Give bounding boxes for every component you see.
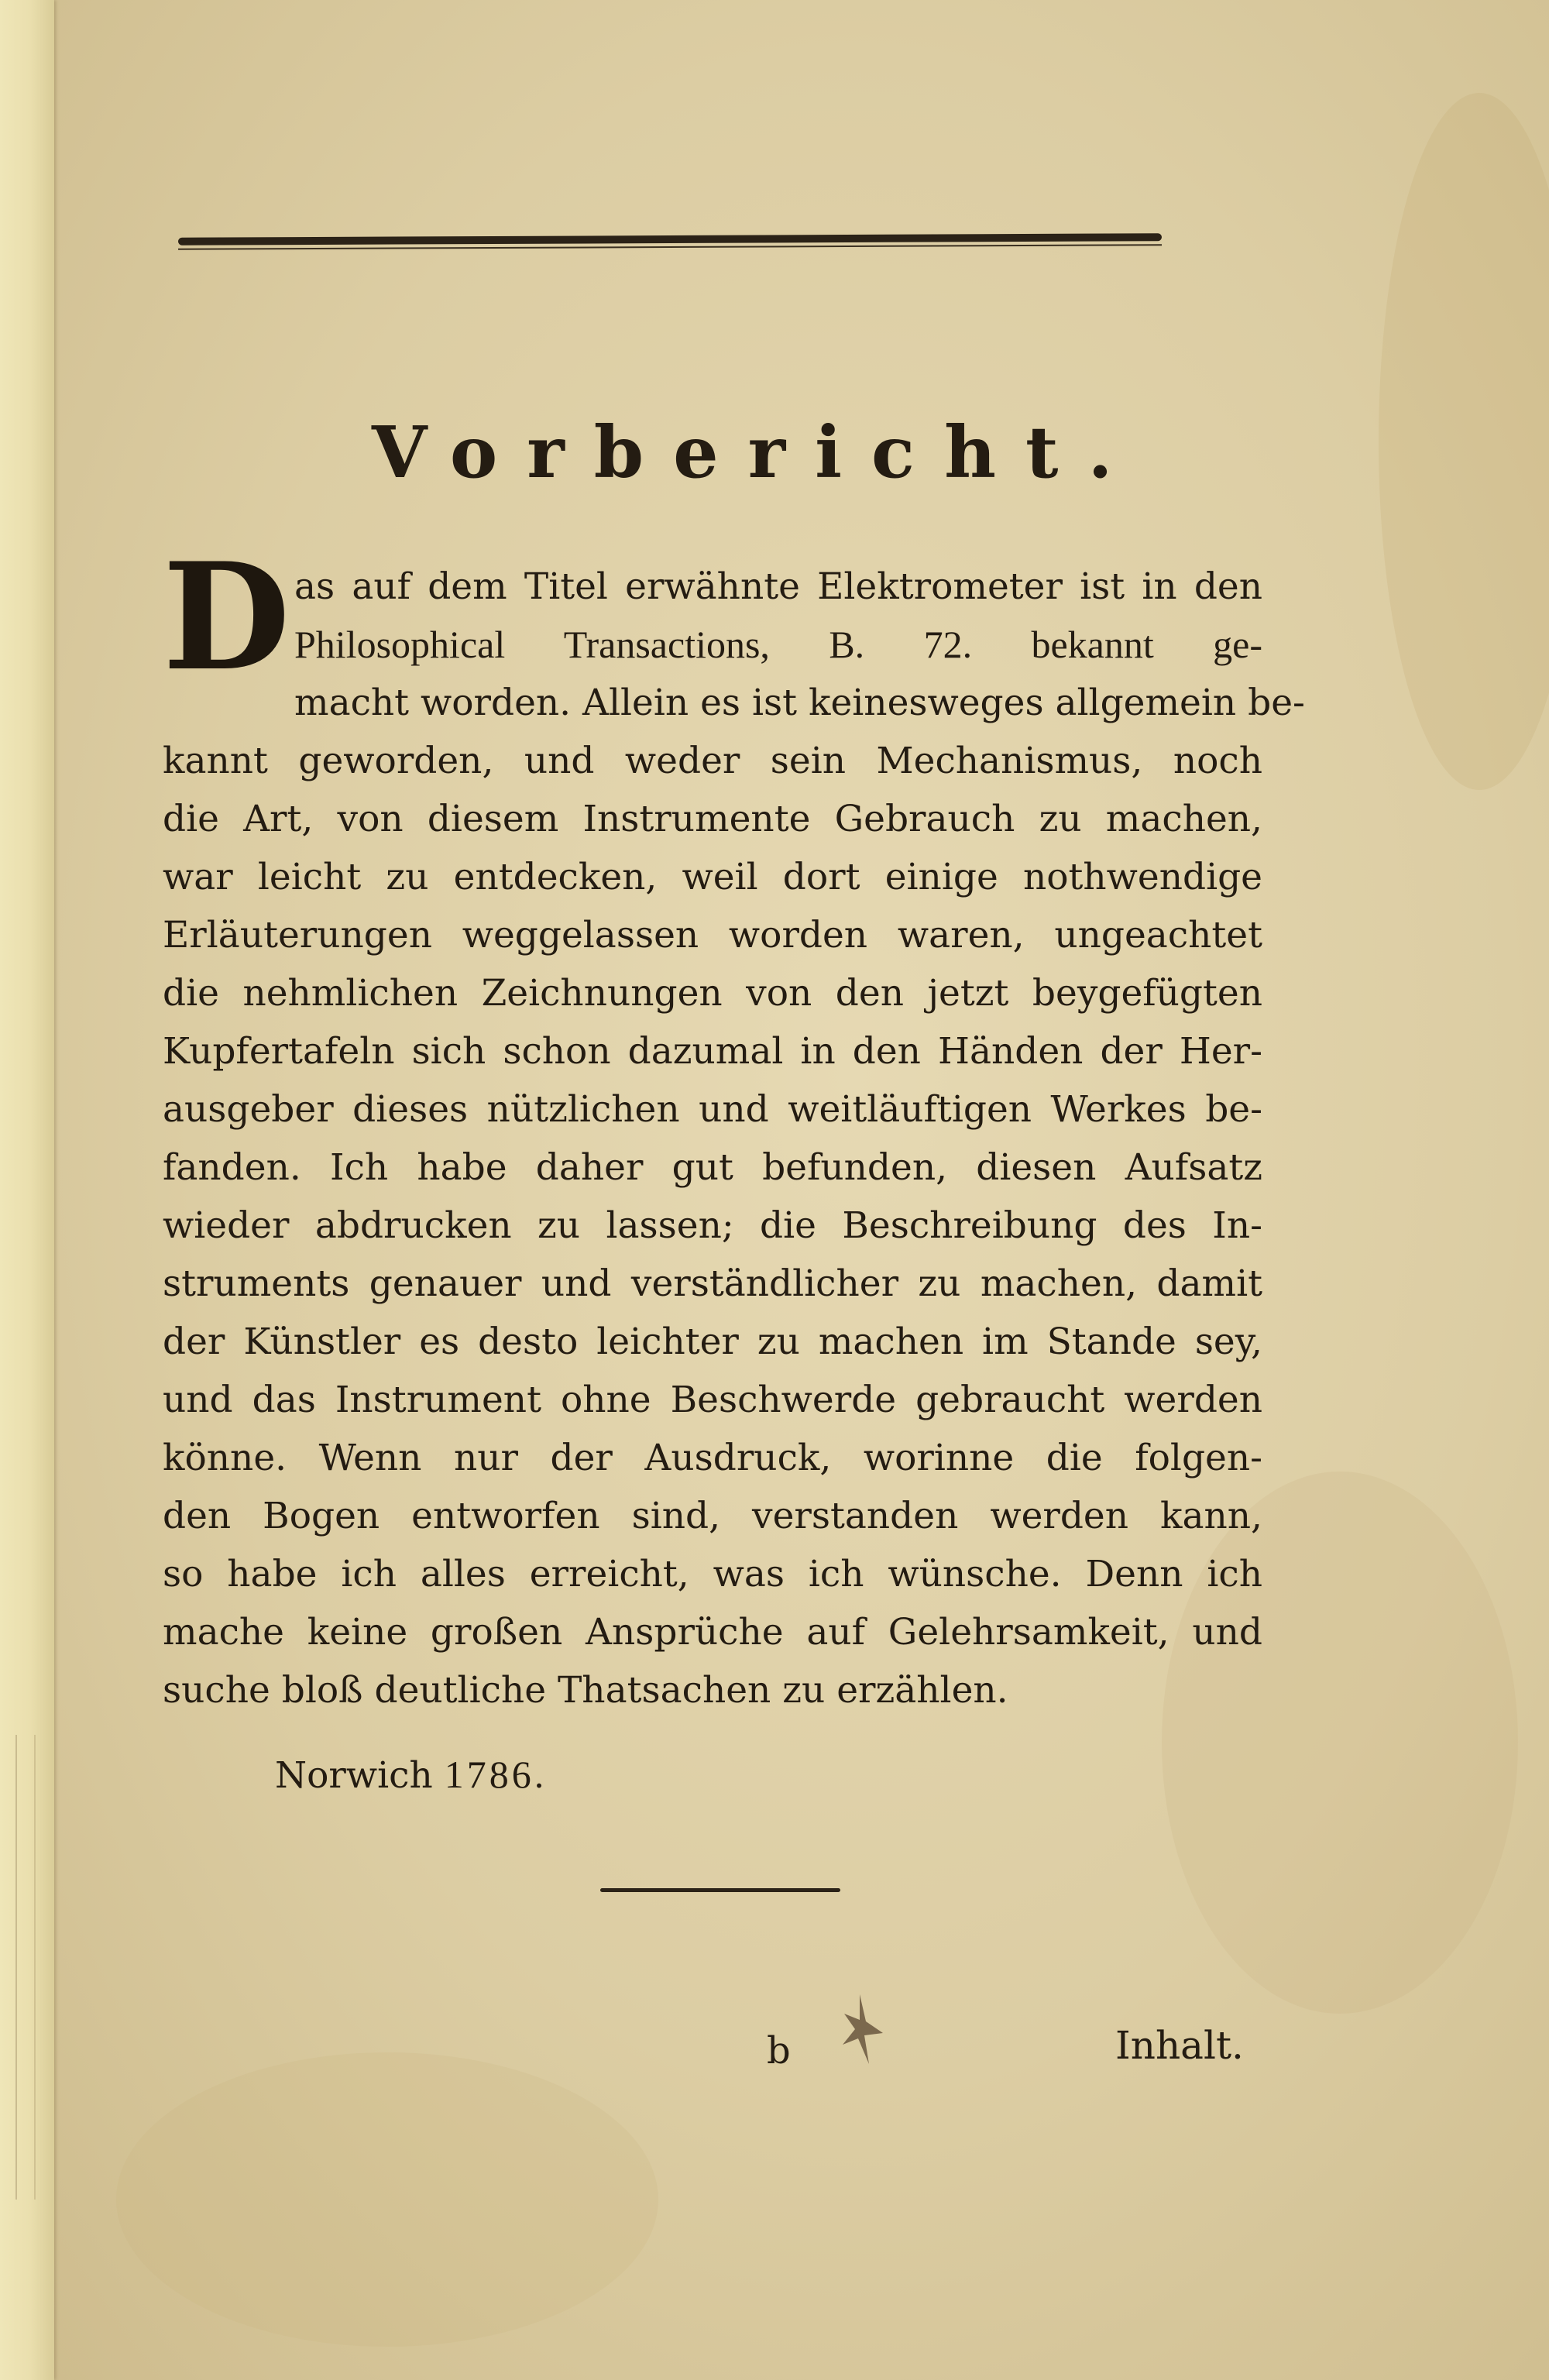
text-line: könne. Wenn nur der Ausdruck, worinne die folgen- (163, 1437, 1262, 1479)
text-line: den Bogen entworfen sind, verstanden werden kann, (163, 1495, 1262, 1537)
ink-blot (836, 1990, 891, 2068)
text-line: die Art, von diesem Instrumente Gebrauch zu machen, (163, 798, 1262, 840)
text-line: die nehmlichen Zeichnungen von den jetzt beygefügten (163, 972, 1262, 1015)
text-line: as auf dem Titel erwähnte Elektrometer ist in den (294, 565, 1262, 608)
text-line: Philosophical Transactions, B. 72. bekannt ge- (294, 623, 1262, 666)
text-line: wieder abdrucken zu lassen; die Beschreibung des In- (163, 1204, 1262, 1247)
page-heading: Vorbericht. (372, 410, 1142, 494)
drop-cap-initial: D (163, 531, 290, 703)
text-line: der Künstler es desto leichter zu machen im Stande sey, (163, 1321, 1262, 1363)
text-line: fanden. Ich habe daher gut befunden, diesen Aufsatz (163, 1146, 1262, 1189)
place-and-date (275, 1752, 547, 1797)
top-decorative-rule (178, 233, 1162, 246)
text-line: struments genauer und verständlicher zu machen, damit (163, 1262, 1262, 1305)
signature-place: Norwich (275, 1754, 433, 1797)
paper-stain (116, 2052, 658, 2347)
text-line: mache keine großen Ansprüche auf Gelehrsamkeit, und (163, 1611, 1262, 1654)
printer-signature-mark: b (767, 2029, 791, 2073)
text-line: Kupfertafeln sich schon dazumal in den Händen der Her- (163, 1030, 1262, 1073)
binding-paper-strip (0, 0, 54, 2380)
text-line: macht worden. Allein es ist keinesweges allgemein be- (294, 682, 1305, 724)
paper-stain (1379, 93, 1549, 790)
text-line: kannt geworden, und weder sein Mechanismus, noch (163, 740, 1262, 782)
bottom-decorative-rule (600, 1888, 840, 1892)
text-line: so habe ich alles erreicht, was ich wünsche. Denn ich (163, 1553, 1262, 1595)
text-line: und das Instrument ohne Beschwerde gebraucht werden (163, 1379, 1262, 1421)
text-line: suche bloß deutliche Thatsachen zu erzählen. (163, 1669, 1008, 1712)
signature-year: 1786. (444, 1753, 548, 1796)
text-line: ausgeber dieses nützlichen und weitläuftigen Werkes be- (163, 1088, 1262, 1131)
preface-text (163, 531, 1305, 1719)
catchword: Inhalt. (1115, 2023, 1244, 2068)
text-line: Erläuterungen weggelassen worden waren, ungeachtet (163, 914, 1262, 956)
text-line: war leicht zu entdecken, weil dort einige nothwendige (163, 856, 1262, 898)
